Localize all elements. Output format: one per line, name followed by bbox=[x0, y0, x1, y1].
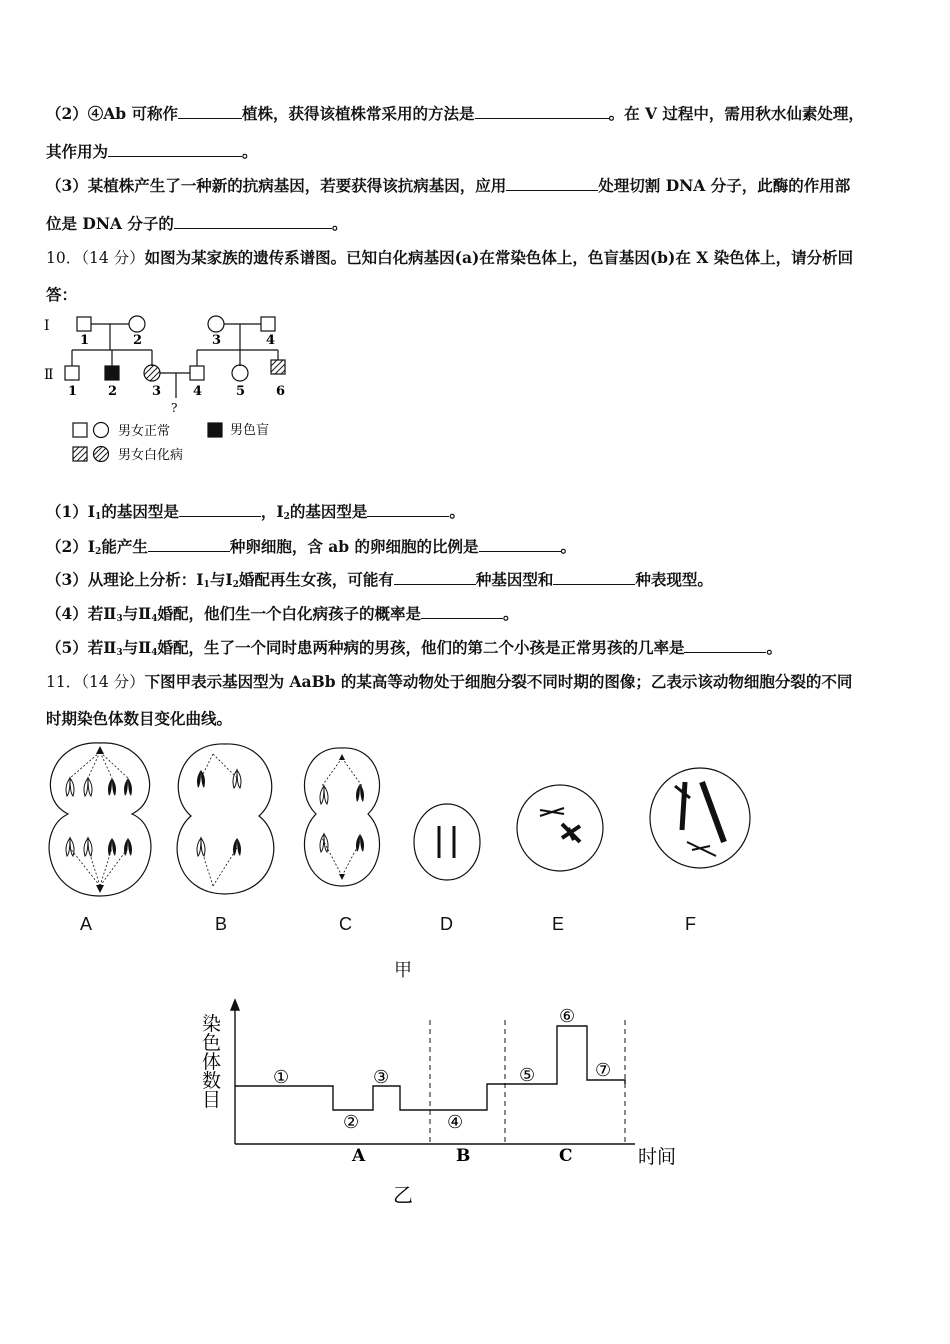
y-axis-label-char: 目 bbox=[202, 1089, 222, 1111]
pedigree-number: 3 bbox=[152, 384, 162, 399]
figure-caption-yi: 乙 bbox=[393, 1183, 413, 1207]
legend-female-normal-symbol bbox=[94, 423, 109, 438]
answer-blank[interactable] bbox=[475, 104, 609, 119]
cell-B bbox=[177, 744, 274, 894]
q10-sub5: （5）若$Ⅱ_3$与$Ⅱ_4$婚配，生了一个同时患两种病的男孩，他们的第二个小孩是正常男孩的几率是 。 bbox=[46, 638, 782, 658]
answer-blank[interactable] bbox=[553, 570, 635, 585]
pedigree-II5-female-normal bbox=[232, 365, 248, 381]
pedigree-number: 4 bbox=[193, 384, 203, 399]
pedigree-number: 5 bbox=[236, 384, 246, 399]
q11-stem-line2: 时期染色体数目变化曲线。 bbox=[46, 709, 233, 728]
answer-blank[interactable] bbox=[179, 502, 261, 517]
answer-blank[interactable] bbox=[394, 570, 476, 585]
pedigree-chart bbox=[40, 310, 320, 470]
cell-label-F: F bbox=[685, 914, 696, 934]
cell-label-A: A bbox=[80, 914, 93, 934]
q10-sub4: （4）若$Ⅱ_3$与$Ⅱ_4$婚配，他们生一个白化病孩子的概率是 。 bbox=[46, 604, 519, 624]
legend-male-normal-symbol bbox=[73, 423, 87, 437]
cell-C bbox=[304, 748, 379, 886]
pedigree-II1-male-normal bbox=[65, 366, 79, 380]
legend-albino-label: 男女白化病 bbox=[118, 448, 184, 463]
pedigree-I3-female-normal bbox=[208, 316, 224, 332]
q9-part2-line1: （2）④Ab 可称作 植株，获得该植株常采用的方法是 。在 V 过程中，需用秋水仙素处理， bbox=[46, 104, 864, 123]
q10-stem-line1: 10．（14 分）如图为某家族的遗传系谱图。已知白化病基因(a)在常染色体上，色盲基因(b)在 X 染色体上，请分析回 bbox=[46, 248, 854, 267]
answer-blank[interactable] bbox=[684, 638, 766, 653]
pedigree-number: 6 bbox=[276, 384, 286, 399]
answer-blank[interactable] bbox=[178, 104, 242, 119]
cell-D bbox=[414, 804, 480, 880]
q11-stem-line1: 11．（14 分）下图甲表示基因型为 AaBb 的某高等动物处于细胞分裂不同时期的图像；乙表示该动物细胞分裂的不同 bbox=[46, 672, 853, 691]
q10-stem-line2: 答： bbox=[46, 285, 78, 304]
segment-label-5: ⑤ bbox=[519, 1065, 536, 1086]
pedigree-number: 1 bbox=[68, 384, 78, 399]
pedigree-number: 1 bbox=[80, 333, 90, 348]
segment-label-6: ⑥ bbox=[559, 1006, 576, 1027]
q9-part3-line1: （3）某植株产生了一种新的抗病基因，若要获得该抗病基因，应用 处理切割 DNA 分子，此酶的作用部 bbox=[46, 176, 851, 195]
q10-sub1: $(1)Ⅰ_1$的基因型是 ，$Ⅰ_2$的基因型是 。 bbox=[46, 502, 465, 522]
pedigree-I4-male-normal bbox=[261, 317, 275, 331]
pedigree-unknown-child: ? bbox=[171, 401, 178, 415]
cell-F bbox=[650, 768, 750, 868]
phase-label-A: A bbox=[352, 1146, 366, 1166]
q10-sub2: $(2)Ⅰ_2$能产生 种卵细胞，含 ab 的卵细胞的比例是 。 bbox=[46, 537, 577, 557]
phase-label-C: C bbox=[559, 1146, 573, 1166]
y-axis-label-char: 数 bbox=[202, 1070, 222, 1092]
pedigree-I1-male-normal bbox=[77, 317, 91, 331]
cell-A bbox=[49, 743, 151, 896]
pedigree-number: 3 bbox=[212, 333, 222, 348]
pedigree-number: 2 bbox=[133, 333, 143, 348]
phase-label-B: B bbox=[456, 1146, 471, 1166]
y-axis-label-char: 色 bbox=[202, 1032, 222, 1054]
answer-blank[interactable] bbox=[148, 537, 230, 552]
answer-blank[interactable] bbox=[421, 604, 503, 619]
q9-part3-line2: 位是 DNA 分子的 。 bbox=[46, 214, 348, 233]
pedigree-II4-male-normal bbox=[190, 366, 204, 380]
chromosome-graph bbox=[195, 998, 705, 1207]
answer-blank[interactable] bbox=[174, 214, 332, 229]
answer-blank[interactable] bbox=[367, 502, 449, 517]
pedigree-I2-female-normal bbox=[129, 316, 145, 332]
segment-label-7: ⑦ bbox=[595, 1060, 612, 1081]
figure-caption-jia: 甲 bbox=[394, 960, 412, 981]
cell-label-B: B bbox=[215, 914, 228, 934]
cell-E bbox=[517, 785, 603, 871]
legend-male-colorblind-symbol bbox=[208, 423, 222, 437]
answer-blank[interactable] bbox=[479, 537, 561, 552]
segment-label-1: ① bbox=[273, 1067, 290, 1088]
answer-blank[interactable] bbox=[108, 142, 242, 157]
generation-I-label: Ⅰ bbox=[44, 318, 50, 334]
segment-label-3: ③ bbox=[373, 1067, 390, 1088]
q10-sub3: （3）从理论上分析：$Ⅰ_1$与$Ⅰ_2$婚配再生女孩，可能有 种基因型和 种表现型。 bbox=[46, 570, 713, 590]
pedigree-II2-male-colorblind bbox=[105, 366, 119, 380]
legend-colorblind-label: 男色盲 bbox=[230, 423, 270, 438]
pedigree-number: 4 bbox=[266, 333, 276, 348]
y-axis-label-char: 体 bbox=[202, 1051, 222, 1073]
cell-division-figures bbox=[40, 738, 770, 908]
answer-blank[interactable] bbox=[506, 176, 598, 191]
legend-normal-label: 男女正常 bbox=[118, 424, 171, 439]
segment-label-4: ④ bbox=[447, 1112, 464, 1133]
q9-part2-line2: 其作用为 。 bbox=[46, 142, 258, 161]
cell-label-D: D bbox=[440, 914, 453, 934]
cell-label-C: C bbox=[339, 914, 352, 934]
pedigree-number: 2 bbox=[108, 384, 118, 399]
x-axis-label: 时间 bbox=[638, 1146, 677, 1168]
cell-label-E: E bbox=[552, 914, 565, 934]
segment-label-2: ② bbox=[343, 1112, 360, 1133]
generation-II-label: Ⅱ bbox=[44, 367, 54, 383]
y-axis-label-char: 染 bbox=[202, 1013, 222, 1035]
